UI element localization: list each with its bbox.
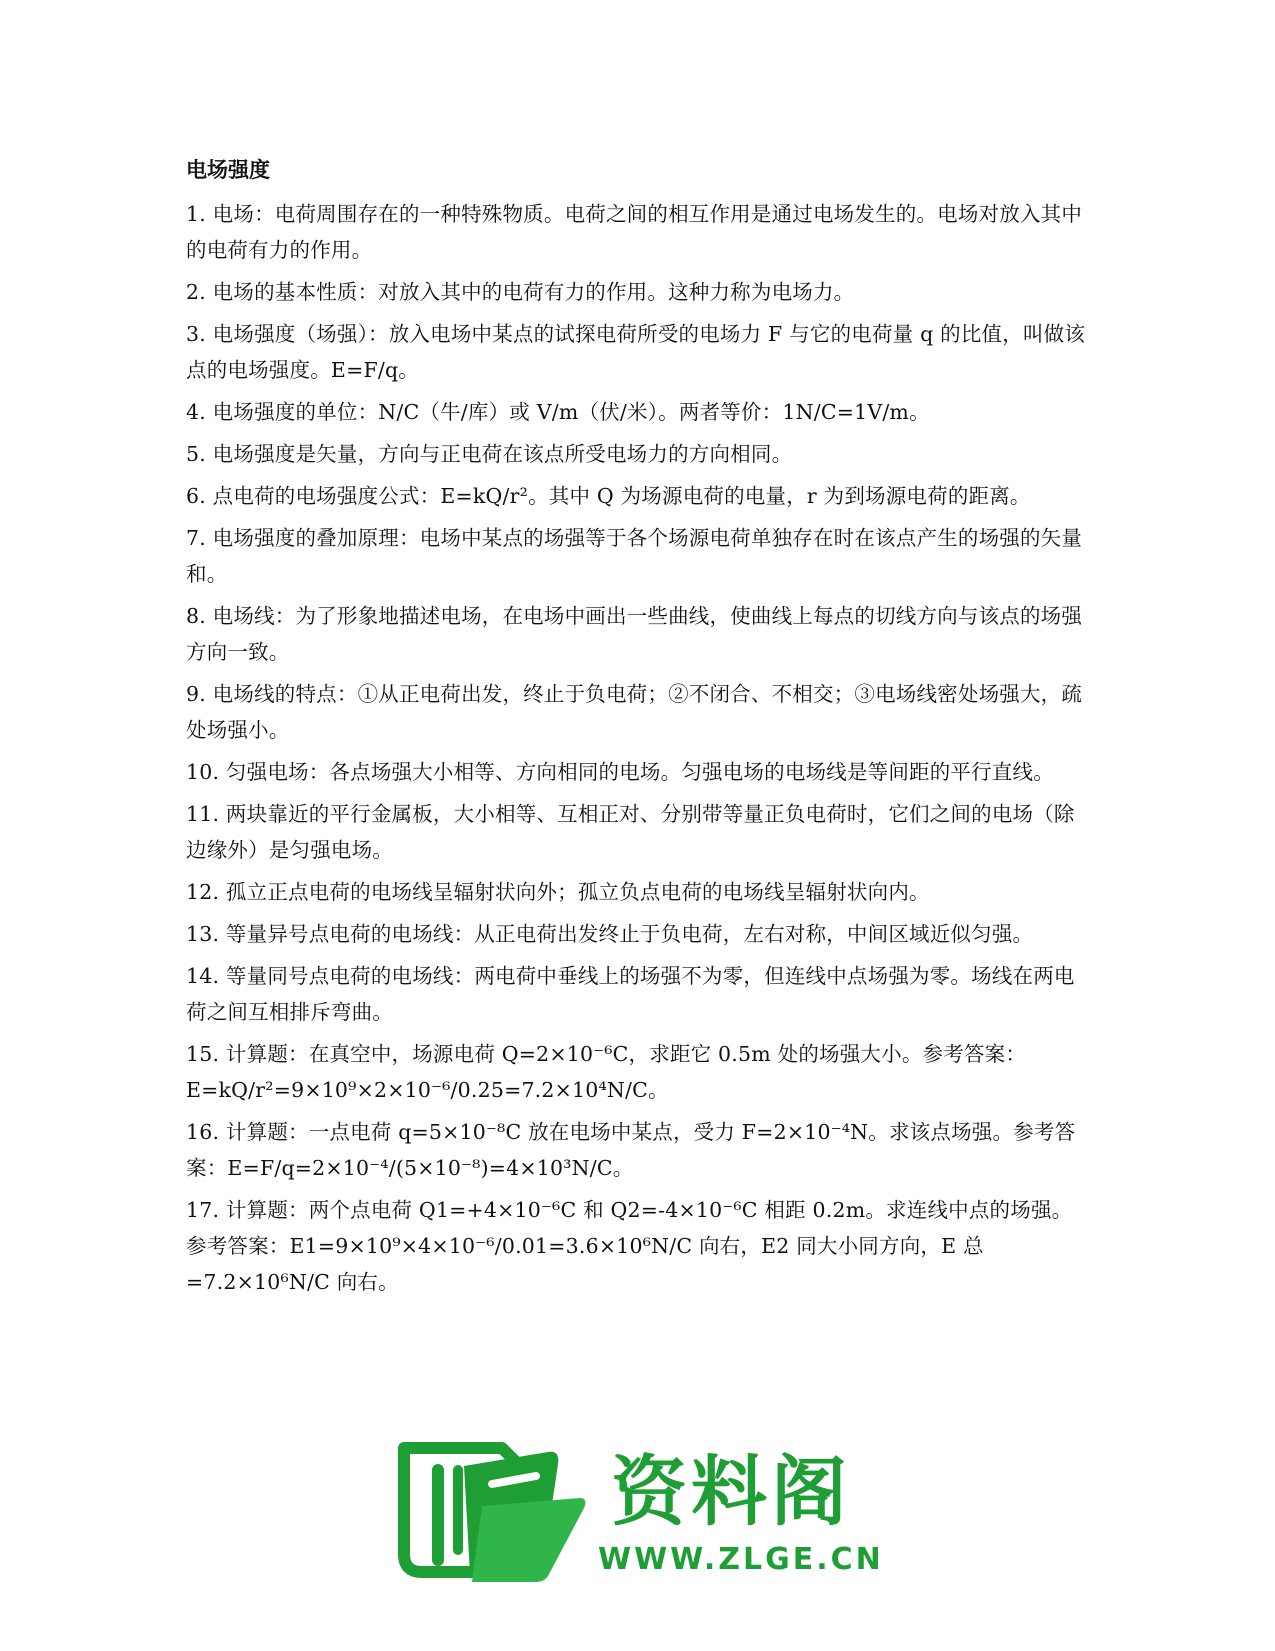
- paragraph: 14. 等量同号点电荷的电场线：两电荷中垂线上的场强不为零，但连线中点场强为零。场线在两电荷之间互相排斥弯曲。: [186, 964, 1075, 1024]
- paragraph: 16. 计算题：一点电荷 q=5×10⁻⁸C 放在电场中某点，受力 F=2×10⁻⁴N。求该点场强。参考答案：E=F/q=2×10⁻⁴/(5×10⁻⁸)=4×10³N/C。: [186, 1120, 1076, 1180]
- paragraph: 12. 孤立正点电荷的电场线呈辐射状向外；孤立负点电荷的电场线呈辐射状向内。: [186, 880, 930, 904]
- paragraph: 15. 计算题：在真空中，场源电荷 Q=2×10⁻⁶C，求距它 0.5m 处的场强大小。参考答案：E=kQ/r²=9×10⁹×2×10⁻⁶/0.25=7.2×10⁴N/C。: [186, 1042, 1027, 1102]
- paragraph: 13. 等量异号点电荷的电场线：从正电荷出发终止于负电荷，左右对称，中间区域近似匀强。: [186, 922, 1034, 946]
- paragraph: 4. 电场强度的单位：N/C（牛/库）或 V/m（伏/米）。两者等价：1N/C=1V/m。: [186, 400, 930, 424]
- paragraph: 6. 点电荷的电场强度公式：E=kQ/r²。其中 Q 为场源电荷的电量，r 为到场源电荷的距离。: [186, 484, 1031, 508]
- document-title: 电场强度: [186, 158, 270, 182]
- watermark-logo: [398, 1442, 884, 1584]
- paragraph: 8. 电场线：为了形象地描述电场，在电场中画出一些曲线，使曲线上每点的切线方向与该点的场强方向一致。: [186, 604, 1083, 664]
- watermark-url: WWW.ZLGE.CN: [598, 1542, 884, 1577]
- paragraph: 10. 匀强电场：各点场强大小相等、方向相同的电场。匀强电场的电场线是等间距的平行直线。: [186, 760, 1054, 784]
- paragraph: 11. 两块靠近的平行金属板，大小相等、互相正对、分别带等量正负电荷时，它们之间的电场（除边缘外）是匀强电场。: [186, 802, 1075, 862]
- paragraph: 9. 电场线的特点：①从正电荷出发，终止于负电荷；②不闭合、不相交；③电场线密处场强大，疏处场强小。: [186, 682, 1083, 742]
- watermark-logo-text: 资料阁: [611, 1447, 851, 1536]
- paragraph: 2. 电场的基本性质：对放入其中的电荷有力的作用。这种力称为电场力。: [186, 280, 855, 304]
- paragraph: 7. 电场强度的叠加原理：电场中某点的场强等于各个场源电荷单独存在时在该点产生的场强的矢量和。: [186, 526, 1083, 586]
- paragraph: 17. 计算题：两个点电荷 Q1=+4×10⁻⁶C 和 Q2=-4×10⁻⁶C 相距 0.2m。求连线中点的场强。参考答案：E1=9×10⁹×4×10⁻⁶/0.01=3.6×10⁶N/C 向右，E2 同大小同方向，E 总=7.2×10⁶N/C 向右。: [186, 1198, 1073, 1294]
- paragraph: 1. 电场：电荷周围存在的一种特殊物质。电荷之间的相互作用是通过电场发生的。电场对放入其中的电荷有力的作用。: [186, 202, 1083, 262]
- paragraph: 5. 电场强度是矢量，方向与正电荷在该点所受电场力的方向相同。: [186, 442, 793, 466]
- paragraph: 3. 电场强度（场强）：放入电场中某点的试探电荷所受的电场力 F 与它的电荷量 q 的比值，叫做该点的电场强度。E=F/q。: [186, 322, 1086, 382]
- document-body: [186, 196, 1086, 1306]
